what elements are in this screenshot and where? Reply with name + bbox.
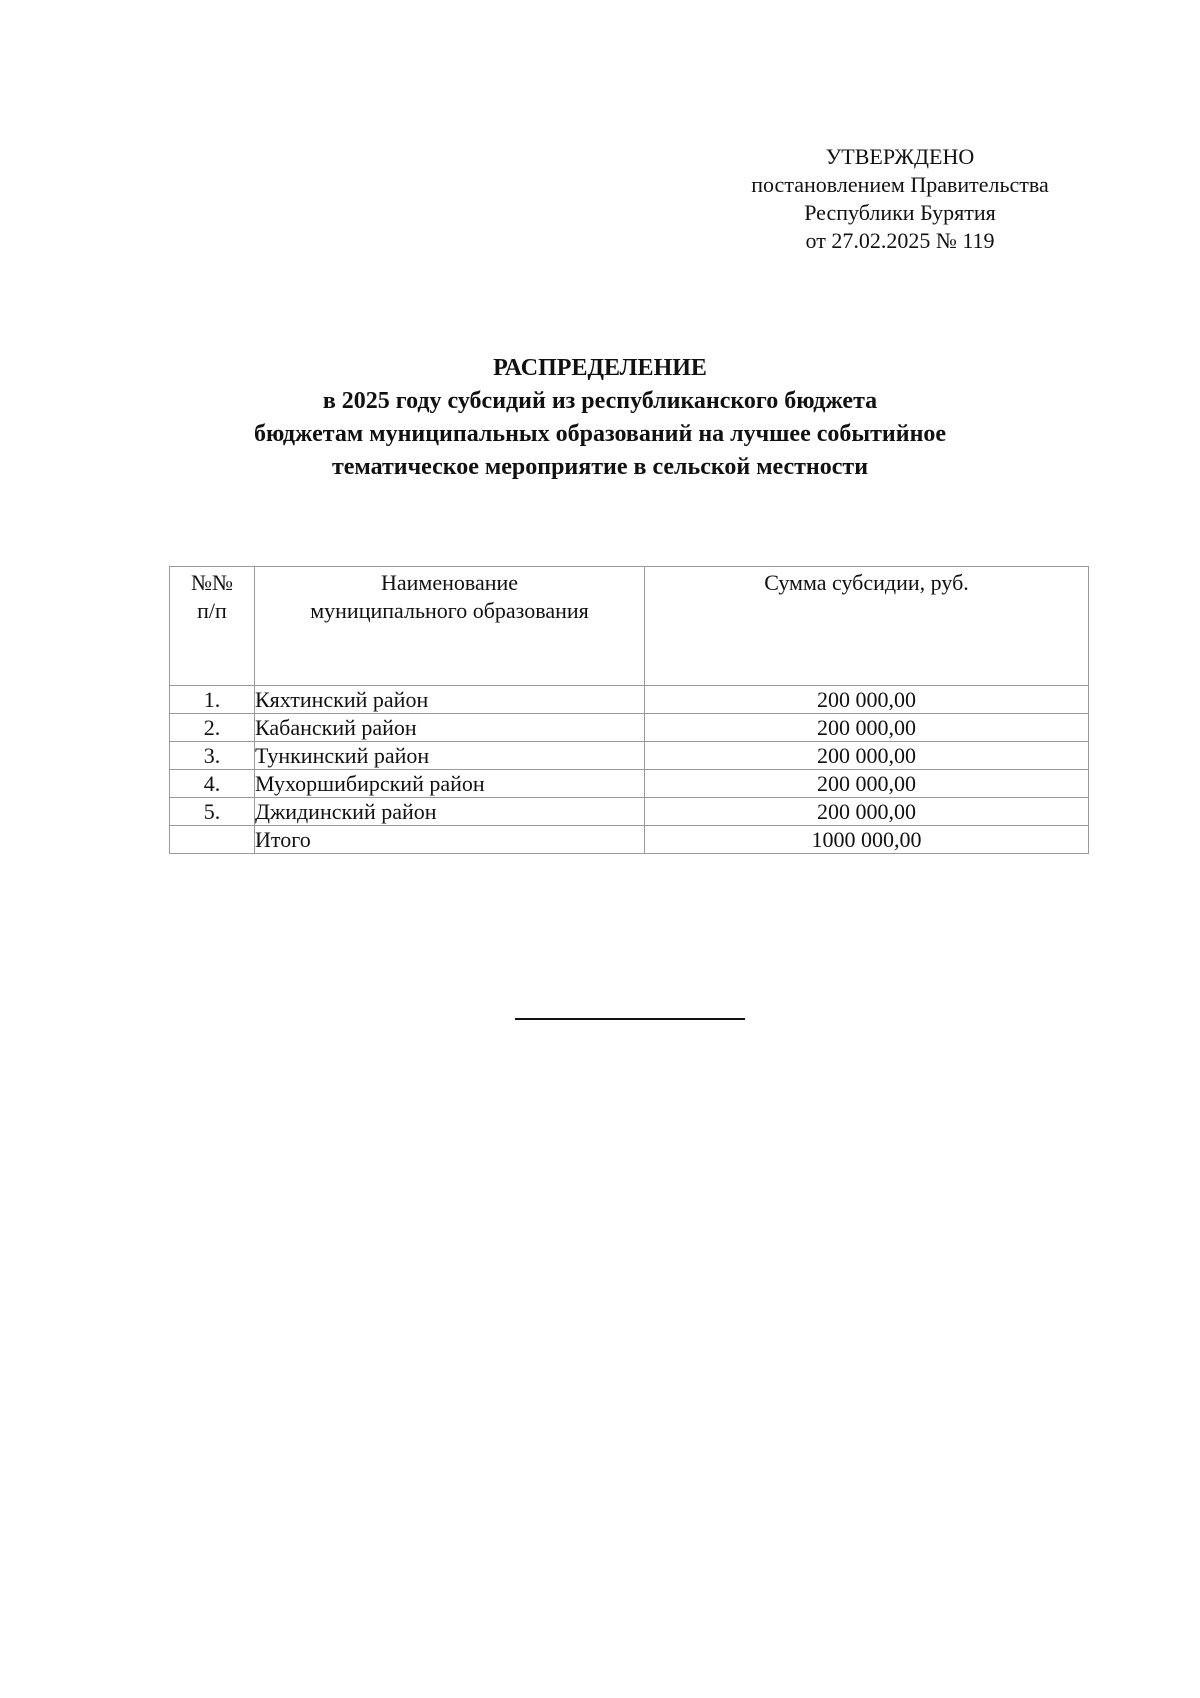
header-number <box>170 567 255 686</box>
distribution-table <box>169 566 1089 854</box>
document-title <box>150 352 1050 484</box>
row-number: 5. <box>170 798 255 826</box>
header-municipality-line-2: муниципального образования <box>310 598 589 623</box>
table-row <box>170 686 1089 714</box>
approval-issuer: постановлением Правительства <box>751 172 1049 197</box>
table-row <box>170 714 1089 742</box>
row-number: 4. <box>170 770 255 798</box>
row-municipality: Мухоршибирский район <box>255 770 645 798</box>
approval-heading: УТВЕРЖДЕНО <box>825 144 975 169</box>
row-number: 2. <box>170 714 255 742</box>
header-municipality <box>255 567 645 686</box>
header-subsidy-amount <box>645 567 1089 686</box>
row-municipality: Тункинский район <box>255 742 645 770</box>
row-municipality: Кабанский район <box>255 714 645 742</box>
row-amount: 200 000,00 <box>645 742 1089 770</box>
header-number-line-1: №№ <box>191 570 233 595</box>
row-amount: 200 000,00 <box>645 714 1089 742</box>
table-row <box>170 742 1089 770</box>
header-number-line-2: п/п <box>197 598 227 623</box>
table-row <box>170 770 1089 798</box>
title-line-4: тематическое мероприятие в сельской местности <box>331 454 869 480</box>
table-total-row <box>170 826 1089 854</box>
approval-republic: Республики Бурятия <box>804 200 996 225</box>
approval-date-number: от 27.02.2025 № 119 <box>805 228 995 253</box>
header-municipality-line-1: Наименование <box>380 570 519 595</box>
row-amount: 200 000,00 <box>645 686 1089 714</box>
title-line-3: бюджетам муниципальных образований на лучшее событийное <box>253 421 947 447</box>
row-municipality: Джидинский район <box>255 798 645 826</box>
row-municipality: Кяхтинский район <box>255 686 645 714</box>
total-label: Итого <box>255 826 645 854</box>
row-number: 1. <box>170 686 255 714</box>
approval-stamp <box>700 143 1100 255</box>
title-line-1: РАСПРЕДЕЛЕНИЕ <box>493 355 707 381</box>
closing-rule <box>515 1018 745 1020</box>
row-amount: 200 000,00 <box>645 798 1089 826</box>
title-line-2: в 2025 году субсидий из республиканского бюджета <box>322 388 878 414</box>
table-header-row <box>170 567 1089 686</box>
header-subsidy-amount-text: Сумма субсидии, руб. <box>764 570 969 595</box>
row-number: 3. <box>170 742 255 770</box>
total-amount: 1000 000,00 <box>645 826 1089 854</box>
table-row <box>170 798 1089 826</box>
row-amount: 200 000,00 <box>645 770 1089 798</box>
total-number <box>170 826 255 854</box>
